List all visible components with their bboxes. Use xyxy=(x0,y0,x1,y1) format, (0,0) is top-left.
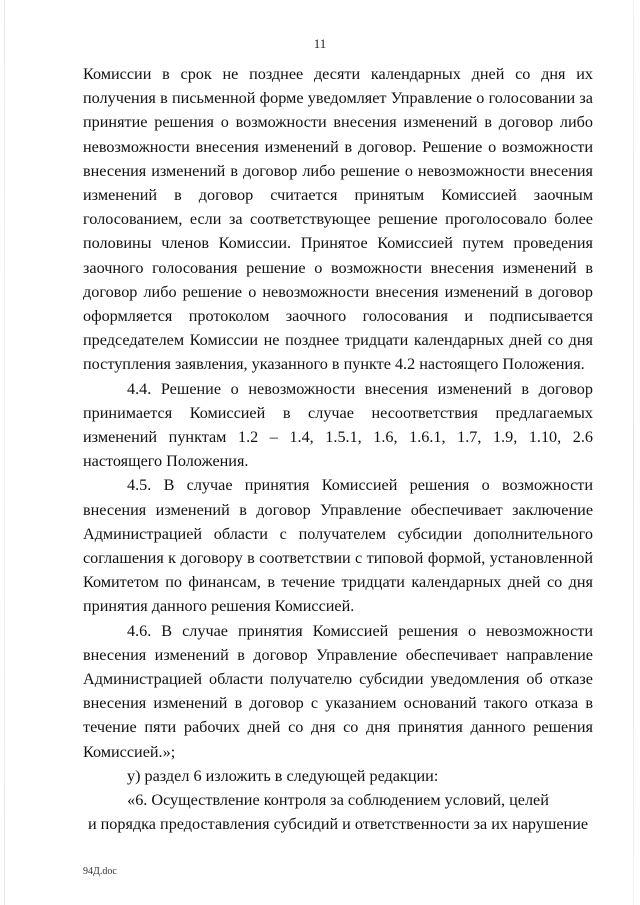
paragraph-continuation: Комиссии в срок не позднее десяти календарных дней со дня их получения в письменной форме уведомляет Управление о голосовании за принятие решения о возможности внесения изменений в договор либо невозможности внесения изменений в договор. Решение о возможности внесения изменений в договор либо решение о невозможности внесения изменений в договор считается принятым Комиссией заочным голосованием, если за соответствующее решение проголосовало более половины членов Комиссии. Принятое Комиссией путем проведения заочного голосования решение о возможности внесения изменений в договор либо решение о невозможности внесения изменений в договор оформляется протоколом заочного голосования и подписывается председателем Комиссии не позднее тридцати календарных дней со дня поступления заявления, указанного в пункте 4.2 настоящего Положения. xyxy=(83,65,593,374)
paragraph-amendment-u: у) раздел 6 изложить в следующей редакции: xyxy=(127,766,439,785)
paragraph-4-5: 4.5. В случае принятия Комиссией решения о возможности внесения изменений в договор Управление обеспечивает заключение Администрацией области с получателем субсидии дополнительного соглашения к договору в соответствии с типовой формой, установленной Комитетом по финансам, в течение тридцати календарных дней со дня принятия данного решения Комиссией. xyxy=(83,476,593,616)
section-6-heading-line-2: и порядка предоставления субсидий и ответственности за их нарушение xyxy=(87,815,589,834)
document-footer-filename: 94Д.doc xyxy=(83,866,117,877)
paragraph-4-6: 4.6. В случае принятия Комиссией решения о невозможности внесения изменений в договор Управление обеспечивает направление Администрацией области получателю субсидии уведомления об отказе внесения изменений в договор с указанием оснований такого отказа в течение пяти рабочих дней со дня со дня принятия данного решения Комиссией.»; xyxy=(83,621,593,761)
section-6-heading-line-1: «6. Осуществление контроля за соблюдением условий, целей xyxy=(127,791,549,810)
page-number: 11 xyxy=(313,36,327,51)
scan-edge-right xyxy=(633,0,634,905)
document-body xyxy=(83,62,593,837)
paragraph-4-4: 4.4. Решение о невозможности внесения изменений в договор принимается Комиссией в случае несоответствия предлагаемых изменений пунктам 1.2 – 1.4, 1.5.1, 1.6, 1.6.1, 1.7, 1.9, 1.10, 2.6 настоящего Положения. xyxy=(83,379,593,471)
scan-edge-left xyxy=(4,0,5,905)
